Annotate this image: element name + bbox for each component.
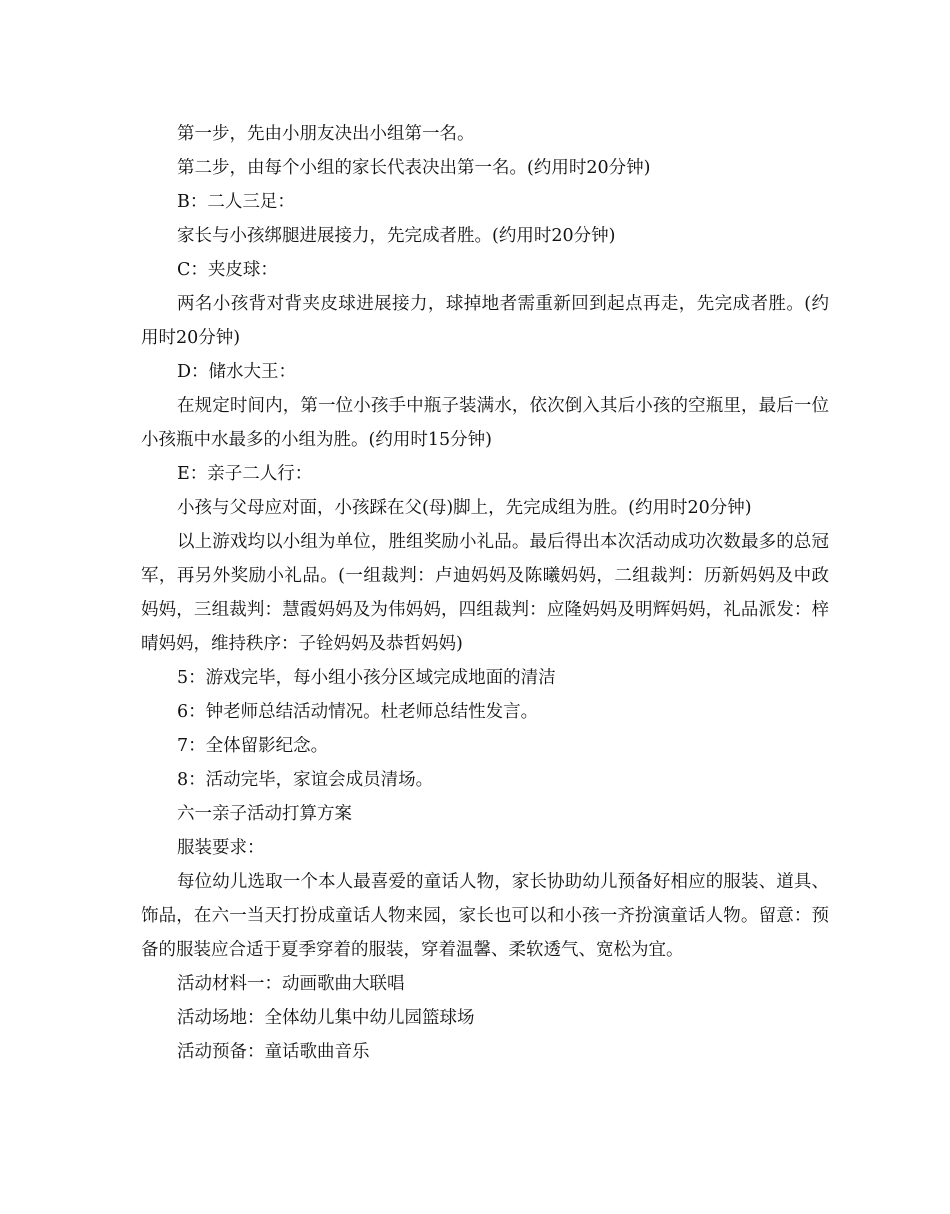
- paragraph-item-6: 6：钟老师总结活动情况。杜老师总结性发言。: [177, 702, 539, 722]
- paragraph-game-c-desc: 两名小孩背对背夹皮球进展接力，球掉地者需重新回到起点再走，先完成者胜。(约用时20分钟): [141, 294, 829, 348]
- paragraph-game-d-desc: 在规定时间内，第一位小孩手中瓶子装满水，依次倒入其后小孩的空瓶里，最后一位小孩瓶中水最多的小组为胜。(约用时15分钟): [141, 396, 829, 450]
- paragraph-step-one: 第一步，先由小朋友决出小组第一名。: [177, 124, 475, 144]
- paragraph-preparation: 活动预备：童话歌曲音乐: [177, 1042, 370, 1062]
- paragraph-costume-heading: 服装要求：: [177, 838, 265, 858]
- paragraph-rewards-judges: 以上游戏均以小组为单位，胜组奖励小礼品。最后得出本次活动成功次数最多的总冠军，再另外奖励小礼品。(一组裁判：卢迪妈妈及陈曦妈妈，二组裁判：历新妈妈及中政妈妈，三组裁判：慧霞妈妈及为伟妈妈，四组裁判：应隆妈妈及明辉妈妈，礼品派发：梓晴妈妈，维持秩序：子铨妈妈及恭哲妈妈): [141, 532, 829, 654]
- paragraph-item-8: 8：活动完毕，家谊会成员清场。: [177, 770, 434, 790]
- paragraph-item-7: 7：全体留影纪念。: [177, 736, 329, 756]
- paragraph-step-two: 第二步，由每个小组的家长代表决出第一名。(约用时20分钟): [177, 158, 651, 178]
- paragraph-game-c-title: C：夹皮球：: [177, 260, 278, 280]
- document-body: [141, 117, 829, 1069]
- paragraph-material-one: 活动材料一：动画歌曲大联唱: [177, 974, 405, 994]
- paragraph-plan-title: 六一亲子活动打算方案: [177, 804, 352, 824]
- paragraph-game-e-title: E：亲子二人行：: [177, 464, 313, 484]
- paragraph-game-e-desc: 小孩与父母应对面，小孩踩在父(母)脚上，先完成组为胜。(约用时20分钟): [177, 498, 752, 518]
- paragraph-game-d-title: D：储水大王：: [177, 362, 297, 382]
- paragraph-game-b-desc: 家长与小孩绑腿进展接力，先完成者胜。(约用时20分钟): [177, 226, 616, 246]
- paragraph-game-b-title: B：二人三足：: [177, 192, 295, 212]
- paragraph-costume-desc: 每位幼儿选取一个本人最喜爱的童话人物，家长协助幼儿预备好相应的服装、道具、饰品，在六一当天打扮成童话人物来园，家长也可以和小孩一齐扮演童话人物。留意：预备的服装应合适于夏季穿着的服装，穿着温馨、柔软透气、宽松为宜。: [141, 872, 829, 960]
- paragraph-item-5: 5：游戏完毕，每小组小孩分区域完成地面的清洁: [177, 668, 556, 688]
- paragraph-venue: 活动场地：全体幼儿集中幼儿园篮球场: [177, 1008, 475, 1028]
